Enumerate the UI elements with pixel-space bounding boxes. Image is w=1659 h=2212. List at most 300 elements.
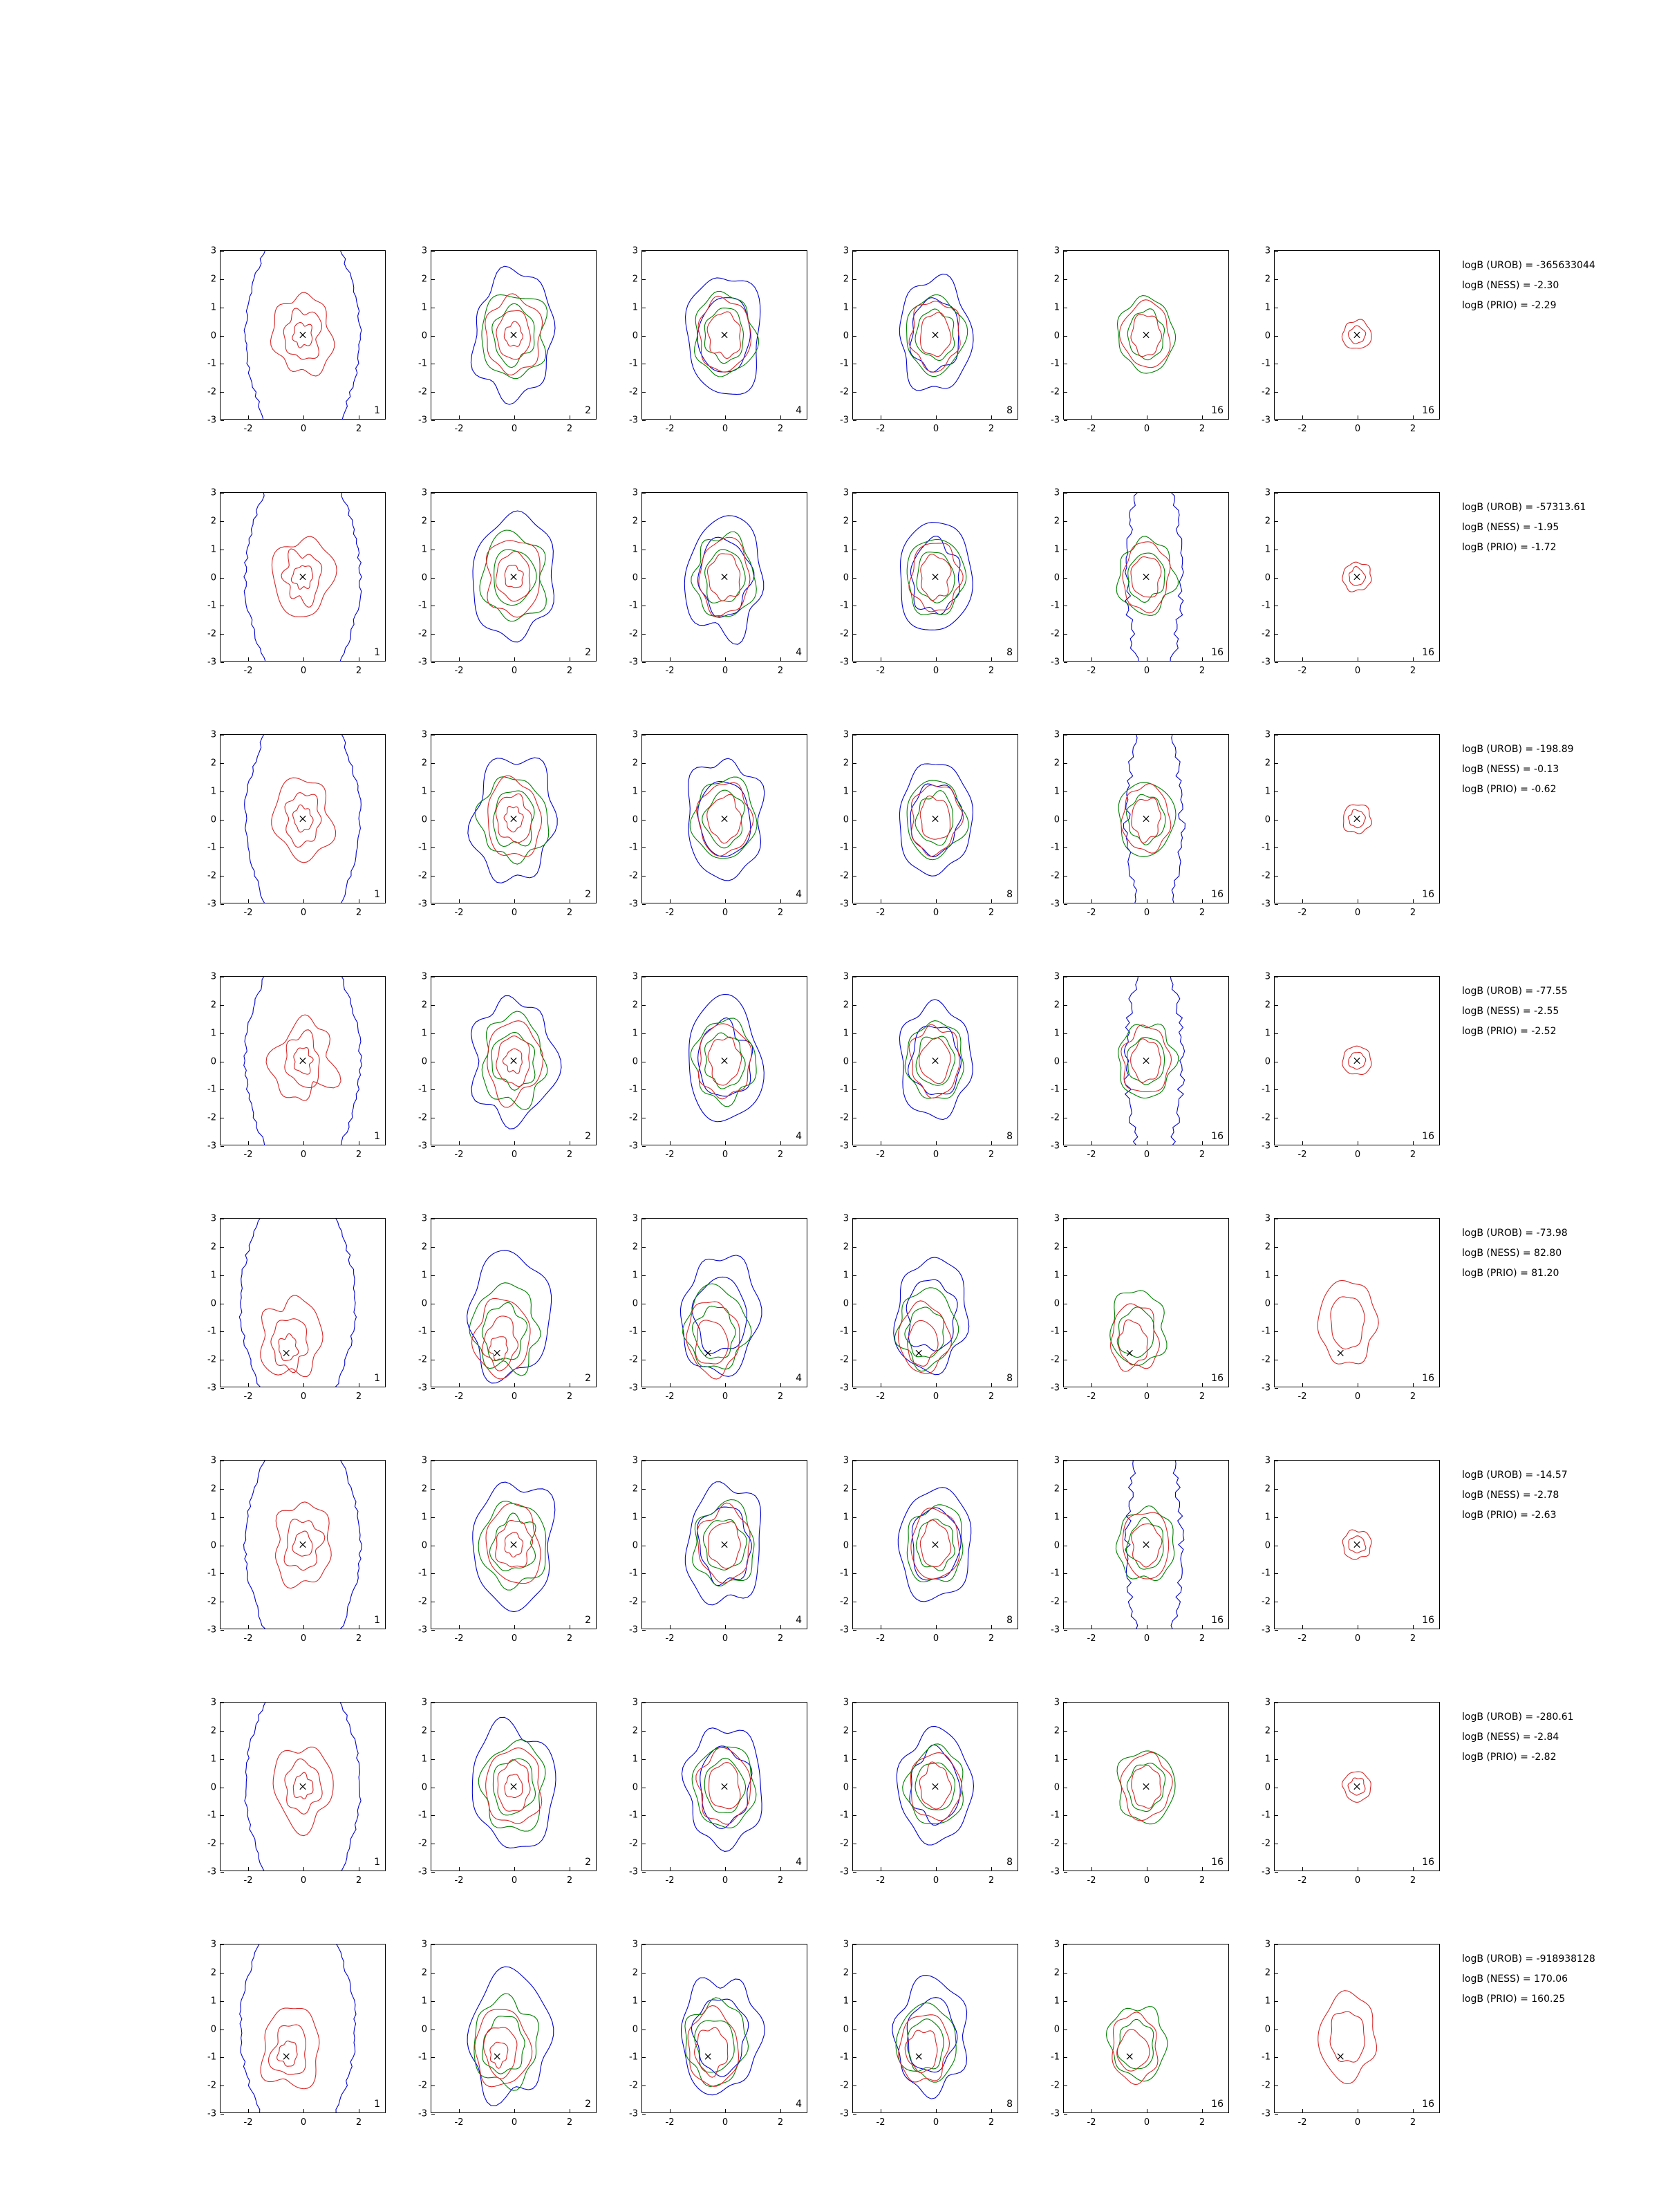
annotation-line: logB (UROB) = -77.55 bbox=[1462, 986, 1568, 997]
true-value-marker bbox=[932, 1541, 938, 1547]
y-axis-tick-label: -2 bbox=[418, 628, 427, 639]
x-axis-tick-label: 0 bbox=[1354, 908, 1361, 918]
panel-index-label: 16 bbox=[1211, 2099, 1224, 2110]
plot-axes bbox=[418, 245, 597, 434]
y-axis-tick-label: -3 bbox=[629, 1382, 638, 1394]
y-axis-tick-label: -3 bbox=[629, 657, 638, 668]
y-axis-tick-label: -3 bbox=[1051, 1624, 1060, 1635]
annotation-line: logB (PRIO) = -2.52 bbox=[1462, 1026, 1557, 1037]
subplot-panel[interactable] bbox=[187, 1936, 397, 2129]
y-axis-tick-label: -1 bbox=[418, 358, 427, 369]
plot-axes bbox=[1051, 245, 1229, 434]
subplot-panel[interactable] bbox=[1030, 726, 1241, 919]
y-axis-tick-mark bbox=[642, 1146, 646, 1147]
plot-axes bbox=[1262, 1697, 1440, 1886]
y-axis-tick-label: 1 bbox=[1264, 302, 1271, 313]
true-value-marker bbox=[494, 2054, 500, 2059]
subplot-panel[interactable] bbox=[608, 1452, 819, 1645]
y-axis-tick-label: 2 bbox=[843, 1000, 849, 1011]
x-axis-tick-label: -2 bbox=[665, 424, 675, 434]
y-axis-tick-label: -1 bbox=[207, 1084, 216, 1095]
subplot-panel[interactable] bbox=[608, 968, 819, 1161]
y-axis-tick-label: -3 bbox=[207, 415, 216, 426]
subplot-panel[interactable] bbox=[819, 1452, 1030, 1645]
panel-index-label: 4 bbox=[796, 647, 802, 658]
contour-line bbox=[695, 2021, 734, 2072]
subplot-panel[interactable] bbox=[819, 726, 1030, 919]
y-axis-tick-label: -2 bbox=[207, 2080, 216, 2091]
x-axis-tick-label: -2 bbox=[1297, 1391, 1307, 1402]
y-axis-tick-label: -1 bbox=[1262, 1810, 1271, 1821]
plot-axes bbox=[1051, 1455, 1229, 1644]
x-axis-tick-label: 0 bbox=[1354, 424, 1361, 434]
y-axis-tick-label: -1 bbox=[418, 600, 427, 611]
x-axis-tick-label: -2 bbox=[876, 1150, 885, 1160]
y-axis-tick-label: -3 bbox=[629, 2108, 638, 2119]
annotation-line: logB (NESS) = -0.13 bbox=[1462, 764, 1559, 775]
y-axis-tick-mark bbox=[642, 1388, 646, 1389]
x-axis-tick-label: 0 bbox=[511, 424, 518, 434]
log-bayes-factor-annotations bbox=[1462, 1707, 1574, 1768]
contour-line bbox=[467, 1967, 554, 2106]
plot-axes bbox=[1262, 487, 1440, 676]
contour-line bbox=[1124, 977, 1184, 1145]
subplot-panel[interactable] bbox=[1030, 1210, 1241, 1403]
contour-plot bbox=[1275, 1944, 1439, 2112]
y-axis-tick-label: -3 bbox=[629, 1141, 638, 1152]
y-axis-tick-label: 2 bbox=[632, 1725, 638, 1736]
y-axis-tick-label: 0 bbox=[1053, 1056, 1060, 1067]
y-axis-tick-mark bbox=[221, 1630, 224, 1631]
x-axis-tick-label: 2 bbox=[1199, 666, 1206, 676]
true-value-marker bbox=[1143, 1058, 1149, 1063]
contour-plot bbox=[853, 1219, 1018, 1387]
y-axis-tick-label: -3 bbox=[840, 1624, 849, 1635]
contour-line bbox=[1106, 2007, 1167, 2081]
y-axis-tick-label: 0 bbox=[421, 1782, 427, 1792]
subplot-panel[interactable] bbox=[819, 968, 1030, 1161]
x-axis-tick-label: -2 bbox=[665, 1633, 675, 1644]
x-axis-tick-label: 2 bbox=[988, 666, 995, 676]
y-axis-tick-label: 2 bbox=[1053, 1483, 1060, 1494]
contour-plot bbox=[853, 735, 1018, 903]
y-axis-tick-label: 2 bbox=[843, 1483, 849, 1494]
subplot-panel[interactable] bbox=[397, 968, 608, 1161]
x-axis-tick-label: -2 bbox=[1297, 424, 1307, 434]
true-value-marker bbox=[300, 1058, 306, 1063]
subplot-panel[interactable] bbox=[608, 484, 819, 677]
y-axis-tick-label: 2 bbox=[421, 1000, 427, 1011]
panel-index-label: 1 bbox=[374, 1373, 380, 1384]
plot-axes bbox=[207, 1213, 386, 1402]
y-axis-tick-mark bbox=[1064, 1388, 1067, 1389]
y-axis-tick-label: 2 bbox=[1053, 274, 1060, 285]
annotation-line: logB (PRIO) = -2.63 bbox=[1462, 1510, 1557, 1521]
y-axis-tick-label: 2 bbox=[1053, 1725, 1060, 1736]
x-axis-tick-label: 2 bbox=[777, 424, 784, 434]
true-value-marker bbox=[916, 2054, 921, 2059]
true-value-marker bbox=[511, 332, 516, 337]
contour-plot bbox=[431, 977, 596, 1145]
y-axis-tick-label: -3 bbox=[418, 657, 427, 668]
x-axis-tick-label: 0 bbox=[932, 1150, 939, 1160]
y-axis-tick-label: -3 bbox=[629, 415, 638, 426]
contour-plot bbox=[642, 1461, 807, 1629]
subplot-panel[interactable] bbox=[1241, 968, 1452, 1161]
contour-plot bbox=[853, 977, 1018, 1145]
x-axis-tick-label: 2 bbox=[1409, 1150, 1416, 1160]
y-axis-tick-label: -1 bbox=[1262, 1326, 1271, 1337]
y-axis-tick-label: 1 bbox=[632, 786, 638, 797]
x-axis-tick-label: 0 bbox=[511, 1391, 518, 1402]
y-axis-tick-label: -2 bbox=[629, 1354, 638, 1365]
y-axis-tick-label: 1 bbox=[1264, 1270, 1271, 1281]
y-axis-tick-label: 1 bbox=[632, 1028, 638, 1039]
y-axis-tick-label: 0 bbox=[1053, 814, 1060, 825]
subplot-panel[interactable] bbox=[397, 726, 608, 919]
y-axis-tick-label: 1 bbox=[210, 786, 216, 797]
plot-axes bbox=[629, 1213, 807, 1402]
x-axis-tick-label: -2 bbox=[876, 908, 885, 918]
subplot-panel[interactable] bbox=[608, 242, 819, 435]
log-bayes-factor-annotations bbox=[1462, 1465, 1568, 1526]
subplot-panel[interactable] bbox=[608, 1936, 819, 2129]
annotation-line: logB (UROB) = -198.89 bbox=[1462, 744, 1574, 755]
panel-index-label: 16 bbox=[1211, 889, 1224, 900]
subplot-panel[interactable] bbox=[1241, 1452, 1452, 1645]
x-axis-tick-label: 0 bbox=[1143, 1391, 1150, 1402]
panel-index-label: 4 bbox=[796, 405, 802, 416]
subplot-panel[interactable] bbox=[397, 1694, 608, 1887]
y-axis-tick-label: 0 bbox=[1264, 572, 1271, 583]
contour-plot bbox=[221, 1461, 385, 1629]
y-axis-tick-label: -1 bbox=[840, 358, 849, 369]
y-axis-tick-label: -3 bbox=[840, 1866, 849, 1877]
y-axis-tick-label: 1 bbox=[1053, 302, 1060, 313]
y-axis-tick-label: -2 bbox=[840, 386, 849, 397]
x-axis-tick-label: 0 bbox=[511, 666, 518, 676]
x-axis-tick-label: 2 bbox=[1409, 666, 1416, 676]
true-value-marker bbox=[1143, 1783, 1149, 1789]
y-axis-tick-label: 0 bbox=[210, 1298, 216, 1309]
subplot-panel[interactable] bbox=[397, 1452, 608, 1645]
x-axis-tick-label: 0 bbox=[511, 1875, 518, 1886]
x-axis-tick-label: 2 bbox=[1199, 1633, 1206, 1644]
contour-line bbox=[504, 321, 523, 346]
y-axis-tick-label: -3 bbox=[207, 2108, 216, 2119]
y-axis-tick-label: -2 bbox=[418, 870, 427, 881]
subplot-panel[interactable] bbox=[187, 1452, 397, 1645]
y-axis-tick-label: 3 bbox=[843, 1939, 849, 1950]
panel-index-label: 8 bbox=[1006, 647, 1013, 658]
subplot-panel[interactable] bbox=[1241, 484, 1452, 677]
true-value-marker bbox=[511, 1541, 516, 1547]
true-value-marker bbox=[722, 1058, 727, 1063]
plot-axes bbox=[207, 487, 386, 676]
x-axis-tick-label: 0 bbox=[300, 666, 307, 676]
y-axis-tick-label: -3 bbox=[840, 1382, 849, 1394]
subplot-panel[interactable] bbox=[397, 1210, 608, 1403]
plot-axes bbox=[629, 245, 807, 434]
y-axis-tick-label: -2 bbox=[1051, 870, 1060, 881]
y-axis-tick-label: -2 bbox=[1262, 386, 1271, 397]
contour-plot bbox=[431, 251, 596, 419]
y-axis-tick-mark bbox=[1064, 1872, 1067, 1873]
y-axis-tick-label: 3 bbox=[632, 729, 638, 740]
plot-axes bbox=[207, 729, 386, 918]
x-axis-tick-label: 0 bbox=[1143, 2117, 1150, 2128]
y-axis-tick-mark bbox=[853, 662, 856, 663]
x-axis-tick-label: 2 bbox=[777, 1633, 784, 1644]
y-axis-tick-label: 0 bbox=[843, 1056, 849, 1067]
y-axis-tick-label: 3 bbox=[1053, 487, 1060, 498]
y-axis-tick-label: 0 bbox=[843, 814, 849, 825]
contour-plot bbox=[1275, 1703, 1439, 1871]
contour-line bbox=[471, 996, 561, 1130]
true-value-marker bbox=[1354, 1783, 1360, 1789]
y-axis-tick-label: -1 bbox=[1262, 358, 1271, 369]
contour-plot bbox=[431, 735, 596, 903]
y-axis-tick-label: -1 bbox=[418, 1326, 427, 1337]
plot-axes bbox=[1051, 729, 1229, 918]
x-axis-tick-label: 0 bbox=[1143, 666, 1150, 676]
x-axis-tick-label: 0 bbox=[300, 1875, 307, 1886]
y-axis-tick-label: 1 bbox=[843, 1512, 849, 1523]
subplot-panel[interactable] bbox=[1030, 1936, 1241, 2129]
y-axis-tick-label: 2 bbox=[1264, 1241, 1271, 1253]
y-axis-tick-label: 2 bbox=[843, 274, 849, 285]
y-axis-tick-label: -2 bbox=[418, 2080, 427, 2091]
subplot-panel[interactable] bbox=[397, 484, 608, 677]
x-axis-tick-label: 2 bbox=[355, 1875, 362, 1886]
y-axis-tick-label: -2 bbox=[629, 386, 638, 397]
x-axis-tick-label: -2 bbox=[1087, 1391, 1096, 1402]
y-axis-tick-label: 0 bbox=[632, 1298, 638, 1309]
subplot-panel[interactable] bbox=[819, 484, 1030, 677]
y-axis-tick-label: -3 bbox=[840, 2108, 849, 2119]
plot-axes bbox=[1051, 1213, 1229, 1402]
y-axis-tick-label: -1 bbox=[207, 842, 216, 853]
contour-line bbox=[498, 1760, 530, 1812]
x-axis-tick-label: 0 bbox=[1354, 666, 1361, 676]
x-axis-tick-label: 2 bbox=[777, 666, 784, 676]
contour-line bbox=[684, 516, 763, 644]
subplot-panel[interactable] bbox=[1030, 968, 1241, 1161]
contour-line bbox=[1117, 1751, 1175, 1824]
y-axis-tick-label: -1 bbox=[629, 1326, 638, 1337]
y-axis-tick-label: -1 bbox=[418, 842, 427, 853]
y-axis-tick-label: 0 bbox=[1264, 2024, 1271, 2034]
panel-index-label: 1 bbox=[374, 405, 380, 416]
annotation-line: logB (PRIO) = -1.72 bbox=[1462, 542, 1557, 553]
x-axis-tick-label: 2 bbox=[566, 908, 573, 918]
y-axis-tick-label: -1 bbox=[1051, 600, 1060, 611]
contour-line bbox=[1342, 319, 1371, 348]
plot-axes bbox=[629, 487, 807, 676]
y-axis-tick-mark bbox=[1064, 420, 1067, 421]
x-axis-tick-label: -2 bbox=[243, 1150, 253, 1160]
subplot-panel[interactable] bbox=[819, 1210, 1030, 1403]
y-axis-tick-label: 0 bbox=[421, 1056, 427, 1067]
panel-index-label: 4 bbox=[796, 1131, 802, 1142]
y-axis-tick-label: 3 bbox=[1053, 1697, 1060, 1708]
subplot-panel[interactable] bbox=[397, 242, 608, 435]
x-axis-tick-label: 2 bbox=[988, 1391, 995, 1402]
y-axis-tick-mark bbox=[853, 1388, 856, 1389]
panel-index-label: 16 bbox=[1422, 647, 1434, 658]
subplot-panel[interactable] bbox=[1241, 1936, 1452, 2129]
subplot-panel[interactable] bbox=[819, 1936, 1030, 2129]
subplot-panel[interactable] bbox=[187, 726, 397, 919]
y-axis-tick-label: -1 bbox=[629, 1568, 638, 1579]
subplot-panel[interactable] bbox=[1030, 1694, 1241, 1887]
y-axis-tick-label: -3 bbox=[207, 1624, 216, 1635]
plot-axes bbox=[207, 971, 386, 1160]
x-axis-tick-label: -2 bbox=[454, 908, 464, 918]
annotation-line: logB (UROB) = -365633044 bbox=[1462, 260, 1595, 271]
plot-axes bbox=[207, 1455, 386, 1644]
contour-line bbox=[1128, 553, 1165, 602]
y-axis-tick-label: -2 bbox=[1262, 1838, 1271, 1849]
y-axis-tick-label: 1 bbox=[632, 1996, 638, 2007]
x-axis-tick-label: 0 bbox=[1143, 424, 1150, 434]
y-axis-tick-label: -1 bbox=[1262, 2052, 1271, 2063]
true-value-marker bbox=[1338, 1350, 1343, 1356]
contour-line bbox=[899, 274, 973, 390]
y-axis-tick-label: 3 bbox=[632, 1455, 638, 1466]
y-axis-tick-label: 2 bbox=[421, 1725, 427, 1736]
y-axis-tick-label: -2 bbox=[1051, 2080, 1060, 2091]
y-axis-tick-label: -1 bbox=[840, 842, 849, 853]
panel-index-label: 4 bbox=[796, 1857, 802, 1868]
y-axis-tick-label: 1 bbox=[632, 544, 638, 555]
plot-axes bbox=[418, 1213, 597, 1402]
x-axis-tick-label: 2 bbox=[988, 1875, 995, 1886]
subplot-panel[interactable] bbox=[819, 242, 1030, 435]
subplot-panel[interactable] bbox=[187, 1210, 397, 1403]
y-axis-tick-label: 3 bbox=[843, 245, 849, 256]
y-axis-tick-label: -3 bbox=[207, 657, 216, 668]
y-axis-tick-label: -1 bbox=[1051, 358, 1060, 369]
y-axis-tick-label: 3 bbox=[632, 245, 638, 256]
subplot-panel[interactable] bbox=[608, 1210, 819, 1403]
subplot-panel[interactable] bbox=[187, 242, 397, 435]
y-axis-tick-label: -2 bbox=[629, 1596, 638, 1607]
y-axis-tick-label: 0 bbox=[843, 2024, 849, 2034]
contour-line bbox=[1318, 1991, 1377, 2084]
y-axis-tick-mark bbox=[431, 1630, 435, 1631]
contour-plot bbox=[1064, 977, 1228, 1145]
y-axis-tick-label: -2 bbox=[629, 2080, 638, 2091]
x-axis-tick-label: 2 bbox=[988, 1150, 995, 1160]
true-value-marker bbox=[932, 816, 938, 821]
y-axis-tick-label: 3 bbox=[1053, 1455, 1060, 1466]
y-axis-tick-label: 0 bbox=[1053, 572, 1060, 583]
annotation-line: logB (NESS) = -2.84 bbox=[1462, 1732, 1559, 1743]
y-axis-tick-label: 1 bbox=[421, 1996, 427, 2007]
x-axis-tick-label: 0 bbox=[1354, 1633, 1361, 1644]
subplot-panel[interactable] bbox=[1030, 1452, 1241, 1645]
contour-line bbox=[284, 1519, 325, 1571]
annotation-line: logB (UROB) = -14.57 bbox=[1462, 1470, 1568, 1481]
contour-plot bbox=[853, 1461, 1018, 1629]
subplot-panel[interactable] bbox=[187, 484, 397, 677]
x-axis-tick-label: 2 bbox=[1199, 2117, 1206, 2128]
panel-index-label: 4 bbox=[796, 889, 802, 900]
y-axis-tick-label: 3 bbox=[1264, 245, 1271, 256]
subplot-panel[interactable] bbox=[1241, 726, 1452, 919]
y-axis-tick-label: -2 bbox=[207, 1596, 216, 1607]
y-axis-tick-label: 2 bbox=[210, 1483, 216, 1494]
y-axis-tick-label: 3 bbox=[421, 1939, 427, 1950]
subplot-panel[interactable] bbox=[1241, 1694, 1452, 1887]
y-axis-tick-label: 2 bbox=[632, 1967, 638, 1978]
x-axis-tick-label: -2 bbox=[243, 1633, 253, 1644]
subplot-panel[interactable] bbox=[187, 968, 397, 1161]
subplot-panel[interactable] bbox=[1241, 242, 1452, 435]
x-axis-tick-label: 2 bbox=[355, 908, 362, 918]
subplot-panel[interactable] bbox=[1030, 242, 1241, 435]
subplot-panel[interactable] bbox=[819, 1694, 1030, 1887]
annotation-line: logB (UROB) = -73.98 bbox=[1462, 1228, 1568, 1239]
y-axis-tick-label: -1 bbox=[418, 1084, 427, 1095]
panel-index-label: 2 bbox=[585, 405, 591, 416]
y-axis-tick-label: 1 bbox=[1264, 1754, 1271, 1765]
true-value-marker bbox=[300, 1541, 306, 1547]
y-axis-tick-label: 3 bbox=[843, 729, 849, 740]
y-axis-tick-label: 3 bbox=[421, 1455, 427, 1466]
y-axis-tick-label: -1 bbox=[1262, 600, 1271, 611]
x-axis-tick-label: 0 bbox=[722, 2117, 729, 2128]
y-axis-tick-label: 2 bbox=[421, 516, 427, 527]
y-axis-tick-label: 0 bbox=[1053, 1540, 1060, 1550]
y-axis-tick-label: 3 bbox=[1264, 1455, 1271, 1466]
contour-plot bbox=[431, 1703, 596, 1871]
y-axis-tick-label: -2 bbox=[418, 1354, 427, 1365]
true-value-marker bbox=[300, 1783, 306, 1789]
y-axis-tick-label: 0 bbox=[421, 330, 427, 341]
y-axis-tick-label: 0 bbox=[1264, 330, 1271, 341]
y-axis-tick-label: 3 bbox=[210, 1455, 216, 1466]
subplot-panel[interactable] bbox=[397, 1936, 608, 2129]
y-axis-tick-label: -1 bbox=[629, 2052, 638, 2063]
panel-index-label: 2 bbox=[585, 2099, 591, 2110]
y-axis-tick-label: 2 bbox=[210, 758, 216, 769]
y-axis-tick-label: 2 bbox=[843, 1967, 849, 1978]
y-axis-tick-label: -1 bbox=[840, 2052, 849, 2063]
y-axis-tick-label: 1 bbox=[632, 1270, 638, 1281]
y-axis-tick-label: -1 bbox=[207, 1568, 216, 1579]
subplot-panel[interactable] bbox=[608, 726, 819, 919]
y-axis-tick-label: 1 bbox=[421, 1754, 427, 1765]
plot-axes bbox=[1262, 245, 1440, 434]
subplot-panel[interactable] bbox=[187, 1694, 397, 1887]
subplot-panel[interactable] bbox=[1241, 1210, 1452, 1403]
panel-index-label: 8 bbox=[1006, 405, 1013, 416]
subplot-panel[interactable] bbox=[608, 1694, 819, 1887]
y-axis-tick-label: -3 bbox=[1051, 1141, 1060, 1152]
x-axis-tick-label: 0 bbox=[722, 1875, 729, 1886]
y-axis-tick-label: -1 bbox=[840, 1084, 849, 1095]
y-axis-tick-label: -2 bbox=[1051, 1354, 1060, 1365]
y-axis-tick-label: 2 bbox=[421, 758, 427, 769]
y-axis-tick-label: -1 bbox=[207, 1326, 216, 1337]
panel-index-label: 8 bbox=[1006, 1373, 1013, 1384]
subplot-panel[interactable] bbox=[1030, 484, 1241, 677]
x-axis-tick-label: 0 bbox=[1143, 1875, 1150, 1886]
contour-line bbox=[686, 1302, 740, 1379]
y-axis-tick-label: -2 bbox=[418, 1838, 427, 1849]
